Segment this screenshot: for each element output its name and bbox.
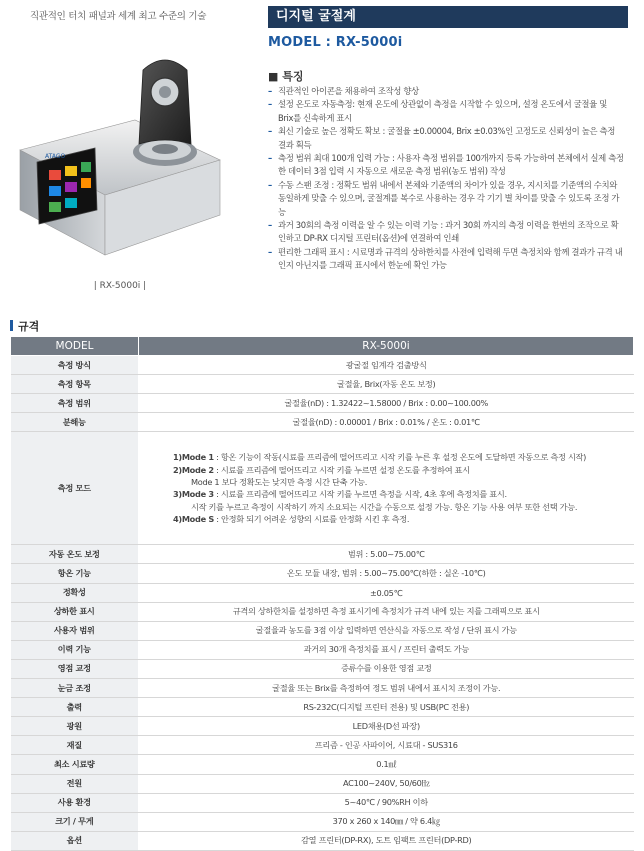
- spec-header-row: [11, 337, 634, 356]
- spec-key: 분해능: [11, 413, 139, 432]
- model-name: MODEL : RX-5000i: [268, 35, 403, 50]
- table-row: [11, 432, 634, 545]
- spec-key: 크기 / 무게: [11, 812, 139, 831]
- table-row: [11, 602, 634, 621]
- spec-key: 영점 교정: [11, 659, 139, 678]
- spec-key: 눈금 조정: [11, 679, 139, 698]
- spec-value: 5~40℃ / 90%RH 이하: [139, 793, 634, 812]
- spec-value: 굴절율(nD) : 0.00001 / Brix : 0.01% / 온도 : 0.01℃: [139, 413, 634, 432]
- spec-table: [10, 336, 634, 851]
- spec-value: 굴절율, Brix(자동 온도 보정): [139, 375, 634, 394]
- spec-value: 규격의 상하한치를 설정하면 측정 표시기에 측정치가 규격 내에 있는 지를 그래픽으로 표시: [139, 602, 634, 621]
- table-row: [11, 812, 634, 831]
- mode-line: 2)Mode 2 : 시료를 프리즘에 떨어뜨리고 시작 키를 누르면 설정 온도를 추정하여 표시: [173, 464, 470, 475]
- spec-value: 광굴절 임계각 검출방식: [139, 356, 634, 375]
- spec-value: 굴절율 또는 Brix를 측정하여 정도 범위 내에서 표시치 조정이 가능.: [139, 679, 634, 698]
- spec-key: 사용 환경: [11, 793, 139, 812]
- spec-value: 굴절율(nD) : 1.32422~1.58000 / Brix : 0.00~100.00%: [139, 394, 634, 413]
- spec-value: 프리즘 - 인공 사파이어, 시료대 - SUS316: [139, 736, 634, 755]
- table-row: [11, 545, 634, 564]
- table-row: [11, 394, 634, 413]
- feature-item: – 측정 범위 최대 100개 입력 가능 : 사용자 측정 범위를 100개까지 등록 가능하여 본체에서 실제 측정한 데이터 3점 입력 시 자동으로 새로운 측정 범위(농도 범위) 작성: [268, 153, 624, 177]
- spec-value: ±0.05℃: [139, 583, 634, 602]
- mode-line-continued: 시작 키를 누르고 측정이 시작하기 까지 소요되는 시간을 수동으로 설정 가능. 항온 기능 사용 여부 또한 선택 가능.: [191, 501, 578, 512]
- table-row: [11, 679, 634, 698]
- spec-value: LED채용(D선 파장): [139, 717, 634, 736]
- spec-value: 굴절율과 농도를 3점 이상 입력하면 연산식을 자동으로 작성 / 단위 표시 가능: [139, 621, 634, 640]
- spec-key: 항온 기능: [11, 564, 139, 583]
- feature-item: – 설정 온도로 자동측정: 현재 온도에 상관없이 측정을 시작할 수 있으며, 설정 온도에서 굴절율 및 Brix를 신속하게 표시: [268, 99, 607, 123]
- table-row: [11, 774, 634, 793]
- heading-accent-bar: [10, 320, 13, 331]
- mode-line: 3)Mode 3 : 시료를 프리즘에 떨어뜨리고 시작 키를 누르면 측정을 시작, 4초 후에 측정치를 표시.: [173, 489, 507, 500]
- table-row: [11, 736, 634, 755]
- spec-key: 전원: [11, 774, 139, 793]
- spec-key: 재질: [11, 736, 139, 755]
- spec-value: AC100~240V, 50/60㎐: [139, 774, 634, 793]
- table-row: [11, 793, 634, 812]
- spec-value-modes: [139, 432, 634, 545]
- mode-line-continued: Mode 1 보다 정확도는 낮지만 측정 시간 단축 가능.: [191, 476, 368, 487]
- svg-text:ATAGO: ATAGO: [45, 153, 66, 160]
- spec-value: 온도 모듈 내장, 범위 : 5.00~75.00℃(하한 : 실온 -10℃): [139, 564, 634, 583]
- feature-item: – 편리한 그래픽 표시 : 시료명과 규격의 상하한치를 사전에 입력해 두면 측정치와 함께 결과가 규격 내인지 아닌지를 그래픽 표시에서 한눈에 확인 가능: [268, 246, 623, 271]
- mode-list: [139, 451, 634, 525]
- table-row: [11, 717, 634, 736]
- spec-key: 측정 방식: [11, 356, 139, 375]
- feature-item: – 최신 기술로 높은 정확도 확보 : 굴절율 ±0.00004, Brix ±0.03%인 고정도로 신뢰성이 높은 측정 결과 획득: [268, 126, 616, 150]
- spec-value: 범위 : 5.00~75.00℃: [139, 545, 634, 564]
- table-row: [11, 356, 634, 375]
- product-caption: | RX-5000i |: [93, 281, 147, 291]
- spec-key: 옵션: [11, 831, 139, 850]
- feature-item: – 직관적인 아이콘을 채용하여 조작성 향상: [268, 86, 419, 96]
- table-row: [11, 659, 634, 678]
- spec-value: 과거의 30개 측정치를 표시 / 프린터 출력도 가능: [139, 640, 634, 659]
- table-row: [11, 698, 634, 717]
- table-row: [11, 831, 634, 850]
- mode-line: 1)Mode 1 : 항온 기능이 작동(시료를 프리즘에 떨어뜨리고 시작 키를 누른 후 설정 온도에 도달하면 자동으로 측정 시작): [173, 452, 587, 463]
- spec-key: 측정 범위: [11, 394, 139, 413]
- mode-line: 4)Mode S : 안정화 되기 어려운 성향의 시료를 안정화 시킨 후 측정.: [173, 514, 410, 525]
- feature-item: – 과거 30회의 측정 이력을 알 수 있는 이력 기능 : 과거 30회 까지의 측정 이력을 한번의 조작으로 확인하고 DP-RX 디지털 프린터(옵션)에 연결하여 인쇄: [268, 220, 619, 244]
- spec-heading: 규격: [10, 318, 39, 334]
- spec-value: 370 x 260 x 140㎜ / 약 6.4㎏: [139, 812, 634, 831]
- table-row: [11, 755, 634, 774]
- feature-item: – 수동 스팬 조정 : 정확도 범위 내에서 본체와 기준액의 차이가 있을 경우, 지시치를 기준액의 수치와 동일하게 맞출 수 있으며, 굴절계를 복수로 사용하는 경우 각 기기 별 차이를 맞출 수 있도록 조정 가능: [268, 179, 620, 217]
- table-row: [11, 564, 634, 583]
- spec-key: 최소 시료량: [11, 755, 139, 774]
- page-title: 디지털 굴절계: [268, 6, 628, 28]
- tagline: 직관적인 터치 패널과 세계 최고 수준의 기술: [30, 11, 207, 22]
- table-row: [11, 413, 634, 432]
- spec-key: 광원: [11, 717, 139, 736]
- spec-key: 측정 항목: [11, 375, 139, 394]
- spec-key: 사용자 범위: [11, 621, 139, 640]
- spec-value: 감열 프린터(DP-RX), 도트 임팩트 프린터(DP-RD): [139, 831, 634, 850]
- table-row: [11, 583, 634, 602]
- table-row: [11, 640, 634, 659]
- spec-value: RS-232C(디지털 프린터 전용) 및 USB(PC 전용): [139, 698, 634, 717]
- spec-key: 자동 온도 보정: [11, 545, 139, 564]
- table-row: [11, 621, 634, 640]
- spec-key: 상하한 표시: [11, 602, 139, 621]
- spec-key: 측정 모드: [11, 432, 139, 545]
- spec-key: 출력: [11, 698, 139, 717]
- spec-key: 정확성: [11, 583, 139, 602]
- spec-header-key: MODEL: [11, 337, 139, 356]
- refractometer-product-image: [15, 40, 225, 270]
- spec-value: 0.1㎖: [139, 755, 634, 774]
- spec-key: 이력 기능: [11, 640, 139, 659]
- spec-header-value: RX-5000i: [139, 337, 634, 356]
- table-row: [11, 375, 634, 394]
- features-title: ■ 특징: [268, 70, 304, 83]
- spec-value: 증류수를 이용한 영점 교정: [139, 659, 634, 678]
- features-list: [268, 85, 624, 273]
